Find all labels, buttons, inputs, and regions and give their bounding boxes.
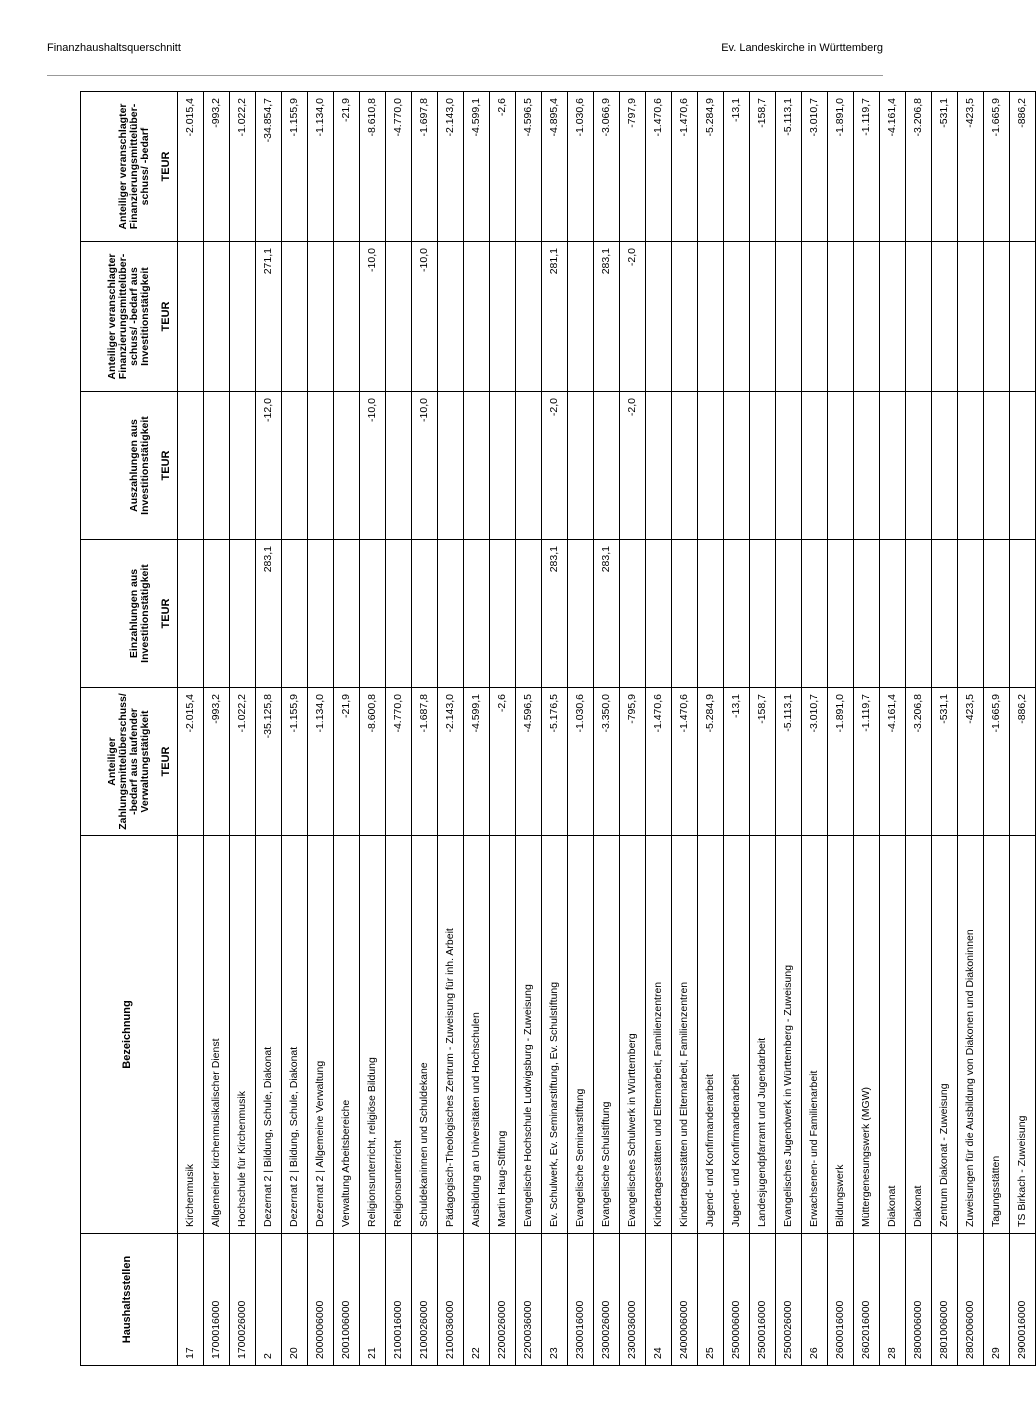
table-row	[932, 92, 958, 1366]
header-haushaltsstellen: Haushaltsstellen	[81, 1234, 178, 1366]
cell-zahlungsmittel: -5.176,5	[542, 688, 568, 836]
cell-haushaltsstelle: 2200036000	[516, 1234, 542, 1366]
cell-fin-gesamt: -993,2	[204, 92, 230, 242]
cell-bezeichnung: Pädagogisch-Theologisches Zentrum - Zuweisung für inh. Arbeit	[438, 836, 464, 1234]
cell-bezeichnung: Landesjugendpfarramt und Jugendarbeit	[750, 836, 776, 1234]
cell-zahlungsmittel: -3.010,7	[802, 688, 828, 836]
cell-bezeichnung: Dezernat 2 | Allgemeine Verwaltung	[308, 836, 334, 1234]
cell-einzahlungen	[438, 540, 464, 688]
cell-zahlungsmittel: -2.015,4	[178, 688, 204, 836]
table-row	[334, 92, 360, 1366]
cell-haushaltsstelle: 2	[256, 1234, 282, 1366]
cell-einzahlungen	[282, 540, 308, 688]
cell-auszahlungen	[594, 392, 620, 540]
cell-einzahlungen	[178, 540, 204, 688]
table-row	[516, 92, 542, 1366]
cell-auszahlungen	[230, 392, 256, 540]
cell-zahlungsmittel: -795,9	[620, 688, 646, 836]
cell-auszahlungen	[698, 392, 724, 540]
cell-fin-gesamt: -5.113,1	[776, 92, 802, 242]
cell-fin-invest	[204, 242, 230, 392]
rotated-table-wrapper	[80, 92, 1029, 1366]
table-row	[412, 92, 438, 1366]
cell-einzahlungen	[958, 540, 984, 688]
cell-fin-gesamt: -886,2	[1010, 92, 1036, 242]
cell-einzahlungen	[750, 540, 776, 688]
table-row	[880, 92, 906, 1366]
cell-zahlungsmittel: -2.143,0	[438, 688, 464, 836]
table-row	[984, 92, 1010, 1366]
cell-fin-invest	[854, 242, 880, 392]
cell-fin-gesamt: -2,6	[490, 92, 516, 242]
cell-bezeichnung: Diakonat	[880, 836, 906, 1234]
cell-einzahlungen	[698, 540, 724, 688]
cell-fin-invest: -2,0	[620, 242, 646, 392]
cell-zahlungsmittel: -1.134,0	[308, 688, 334, 836]
cell-fin-invest	[334, 242, 360, 392]
cell-fin-gesamt: -3.206,8	[906, 92, 932, 242]
cell-fin-gesamt: -158,7	[750, 92, 776, 242]
cell-haushaltsstelle: 29	[984, 1234, 1010, 1366]
cell-zahlungsmittel: -4.596,5	[516, 688, 542, 836]
cell-einzahlungen: 283,1	[594, 540, 620, 688]
cell-auszahlungen	[724, 392, 750, 540]
table-row	[464, 92, 490, 1366]
cell-bezeichnung: Evangelische Hochschule Ludwigsburg - Zuweisung	[516, 836, 542, 1234]
cell-einzahlungen	[516, 540, 542, 688]
cell-fin-gesamt: -1.665,9	[984, 92, 1010, 242]
cell-einzahlungen: 283,1	[256, 540, 282, 688]
header-fin-gesamt: Anteiliger veranschlagter Finanzierungsmittelüber-schuss/ -bedarf TEUR	[81, 92, 178, 242]
cell-bezeichnung: Bildungswerk	[828, 836, 854, 1234]
cell-haushaltsstelle: 2802006000	[958, 1234, 984, 1366]
cell-zahlungsmittel: -1.155,9	[282, 688, 308, 836]
header-divider	[47, 75, 883, 76]
cell-auszahlungen	[1010, 392, 1036, 540]
cell-zahlungsmittel: -4.161,4	[880, 688, 906, 836]
cell-auszahlungen	[204, 392, 230, 540]
cell-fin-invest	[230, 242, 256, 392]
cell-fin-invest: 283,1	[594, 242, 620, 392]
cell-auszahlungen	[776, 392, 802, 540]
cell-zahlungsmittel: -3.350,0	[594, 688, 620, 836]
cell-bezeichnung: Evangelische Schulstiftung	[594, 836, 620, 1234]
cell-fin-gesamt: -8.610,8	[360, 92, 386, 242]
cell-einzahlungen	[776, 540, 802, 688]
cell-fin-gesamt: -1.134,0	[308, 92, 334, 242]
cell-einzahlungen	[906, 540, 932, 688]
cell-auszahlungen	[958, 392, 984, 540]
cell-bezeichnung: Kindertagesstätten und Elternarbeit, Familienzentren	[646, 836, 672, 1234]
cell-auszahlungen	[750, 392, 776, 540]
cell-zahlungsmittel: -1.022,2	[230, 688, 256, 836]
cell-haushaltsstelle: 23	[542, 1234, 568, 1366]
cell-fin-gesamt: -1.155,9	[282, 92, 308, 242]
cell-zahlungsmittel: -21,9	[334, 688, 360, 836]
table-row	[1010, 92, 1036, 1366]
cell-bezeichnung: Dezernat 2 | Bildung, Schule, Diakonat	[256, 836, 282, 1234]
cell-haushaltsstelle: 2100026000	[412, 1234, 438, 1366]
cell-auszahlungen	[334, 392, 360, 540]
cell-haushaltsstelle: 2100016000	[386, 1234, 412, 1366]
cell-einzahlungen: 283,1	[542, 540, 568, 688]
cell-zahlungsmittel: -3.206,8	[906, 688, 932, 836]
cell-bezeichnung: Jugend- und Konfirmandenarbeit	[698, 836, 724, 1234]
cell-auszahlungen	[178, 392, 204, 540]
unit-label: TEUR	[160, 301, 173, 332]
cell-einzahlungen	[464, 540, 490, 688]
cell-einzahlungen	[204, 540, 230, 688]
cell-zahlungsmittel: -1.119,7	[854, 688, 880, 836]
table-row	[490, 92, 516, 1366]
cell-fin-invest	[386, 242, 412, 392]
cell-auszahlungen: -10,0	[360, 392, 386, 540]
cell-haushaltsstelle: 28	[880, 1234, 906, 1366]
cell-fin-invest	[750, 242, 776, 392]
table-row	[282, 92, 308, 1366]
table-row	[360, 92, 386, 1366]
cell-auszahlungen	[464, 392, 490, 540]
cell-einzahlungen	[880, 540, 906, 688]
unit-label: TEUR	[160, 746, 173, 777]
table-row	[594, 92, 620, 1366]
document-header-right: Ev. Landeskirche in Württemberg	[721, 42, 883, 54]
cell-bezeichnung: Hochschule für Kirchenmusik	[230, 836, 256, 1234]
header-einzahlungen: Einzahlungen aus Investitionstätigkeit TEUR	[81, 540, 178, 688]
cell-bezeichnung: Müttergenesungswerk (MGW)	[854, 836, 880, 1234]
table-row	[542, 92, 568, 1366]
cell-auszahlungen	[828, 392, 854, 540]
cell-bezeichnung: Religionsunterricht, religiöse Bildung	[360, 836, 386, 1234]
cell-auszahlungen	[516, 392, 542, 540]
cell-einzahlungen	[412, 540, 438, 688]
cell-einzahlungen	[724, 540, 750, 688]
header-zahlungsmittel: Anteiliger Zahlungsmittelüberschuss/ -bedarf aus laufender Verwaltungstätigkeit TEUR	[81, 688, 178, 836]
cell-bezeichnung: Verwaltung Arbeitsbereiche	[334, 836, 360, 1234]
table-row	[698, 92, 724, 1366]
cell-fin-invest	[958, 242, 984, 392]
cell-bezeichnung: Tagungsstätten	[984, 836, 1010, 1234]
cell-fin-gesamt: -1.022,2	[230, 92, 256, 242]
cell-fin-invest	[568, 242, 594, 392]
cell-auszahlungen	[568, 392, 594, 540]
table-row	[646, 92, 672, 1366]
cell-zahlungsmittel: -5.284,9	[698, 688, 724, 836]
cell-fin-invest	[282, 242, 308, 392]
cell-fin-gesamt: -21,9	[334, 92, 360, 242]
cell-einzahlungen	[802, 540, 828, 688]
cell-auszahlungen	[282, 392, 308, 540]
table-row	[386, 92, 412, 1366]
cell-fin-gesamt: -2.015,4	[178, 92, 204, 242]
cell-bezeichnung: Evangelisches Jugendwerk in Württemberg - Zuweisung	[776, 836, 802, 1234]
unit-label: TEUR	[160, 598, 173, 629]
cell-bezeichnung: Allgemeiner kirchenmusikalischer Dienst	[204, 836, 230, 1234]
cell-haushaltsstelle: 2801006000	[932, 1234, 958, 1366]
cell-fin-gesamt: -4.161,4	[880, 92, 906, 242]
document-header-left: Finanzhaushaltsquerschnitt	[47, 42, 181, 54]
cell-fin-invest: 281,1	[542, 242, 568, 392]
cell-haushaltsstelle: 26	[802, 1234, 828, 1366]
cell-zahlungsmittel: -531,1	[932, 688, 958, 836]
table-row	[438, 92, 464, 1366]
cell-bezeichnung: Diakonat	[906, 836, 932, 1234]
cell-einzahlungen	[1010, 540, 1036, 688]
cell-zahlungsmittel: -423,5	[958, 688, 984, 836]
cell-haushaltsstelle: 1700016000	[204, 1234, 230, 1366]
cell-auszahlungen	[672, 392, 698, 540]
cell-bezeichnung: Ausbildung an Universitäten und Hochschulen	[464, 836, 490, 1234]
cell-fin-gesamt: -4.599,1	[464, 92, 490, 242]
table-row	[672, 92, 698, 1366]
cell-haushaltsstelle: 2600016000	[828, 1234, 854, 1366]
cell-fin-gesamt: -3.066,9	[594, 92, 620, 242]
cell-fin-gesamt: -4.770,0	[386, 92, 412, 242]
table-row	[724, 92, 750, 1366]
cell-fin-gesamt: -1.030,6	[568, 92, 594, 242]
cell-haushaltsstelle: 2200026000	[490, 1234, 516, 1366]
cell-auszahlungen	[932, 392, 958, 540]
cell-fin-gesamt: -3.010,7	[802, 92, 828, 242]
cell-auszahlungen: -2,0	[542, 392, 568, 540]
cell-haushaltsstelle: 2300036000	[620, 1234, 646, 1366]
cell-haushaltsstelle: 2500026000	[776, 1234, 802, 1366]
cell-zahlungsmittel: -1.891,0	[828, 688, 854, 836]
cell-fin-invest	[906, 242, 932, 392]
cell-fin-invest	[464, 242, 490, 392]
cell-fin-invest	[178, 242, 204, 392]
cell-fin-gesamt: -4.895,4	[542, 92, 568, 242]
cell-fin-invest	[984, 242, 1010, 392]
cell-bezeichnung: Schuldekaninnen und Schuldekane	[412, 836, 438, 1234]
cell-einzahlungen	[672, 540, 698, 688]
table-row	[204, 92, 230, 1366]
cell-fin-invest	[672, 242, 698, 392]
cell-haushaltsstelle: 17	[178, 1234, 204, 1366]
cell-fin-gesamt: -13,1	[724, 92, 750, 242]
cell-fin-invest	[646, 242, 672, 392]
cell-auszahlungen	[386, 392, 412, 540]
unit-label: TEUR	[160, 450, 173, 481]
cell-fin-invest	[698, 242, 724, 392]
table-row	[958, 92, 984, 1366]
cell-zahlungsmittel: -1.470,6	[672, 688, 698, 836]
cell-haushaltsstelle: 2500016000	[750, 1234, 776, 1366]
cell-bezeichnung: TS Birkach - Zuweisung	[1010, 836, 1036, 1234]
finance-table	[80, 91, 1036, 1366]
header-fin-invest: Anteiliger veranschlagter Finanzierungsmittelüber-schuss/ -bedarf aus Investitionstätigkeit TEUR	[81, 242, 178, 392]
cell-fin-gesamt: -2.143,0	[438, 92, 464, 242]
cell-einzahlungen	[984, 540, 1010, 688]
cell-einzahlungen	[620, 540, 646, 688]
cell-zahlungsmittel: -993,2	[204, 688, 230, 836]
cell-haushaltsstelle: 2900016000	[1010, 1234, 1036, 1366]
cell-einzahlungen	[308, 540, 334, 688]
cell-auszahlungen	[854, 392, 880, 540]
cell-einzahlungen	[854, 540, 880, 688]
cell-zahlungsmittel: -886,2	[1010, 688, 1036, 836]
cell-zahlungsmittel: -8.600,8	[360, 688, 386, 836]
cell-auszahlungen	[490, 392, 516, 540]
cell-auszahlungen: -12,0	[256, 392, 282, 540]
cell-bezeichnung: Evangelische Seminarstiftung	[568, 836, 594, 1234]
cell-einzahlungen	[386, 540, 412, 688]
cell-zahlungsmittel: -1.470,6	[646, 688, 672, 836]
cell-haushaltsstelle: 22	[464, 1234, 490, 1366]
cell-einzahlungen	[490, 540, 516, 688]
cell-bezeichnung: Zuweisungen für die Ausbildung von Diakonen und Diakoninnen	[958, 836, 984, 1234]
cell-fin-invest	[490, 242, 516, 392]
table-body	[178, 92, 1036, 1366]
header-bezeichnung: Bezeichnung	[81, 836, 178, 1234]
cell-haushaltsstelle: 2800006000	[906, 1234, 932, 1366]
cell-fin-gesamt: -1.697,8	[412, 92, 438, 242]
table-header-row	[81, 92, 178, 1366]
cell-fin-invest	[802, 242, 828, 392]
cell-fin-invest: -10,0	[412, 242, 438, 392]
cell-fin-gesamt: -797,9	[620, 92, 646, 242]
cell-einzahlungen	[360, 540, 386, 688]
cell-fin-gesamt: -5.284,9	[698, 92, 724, 242]
cell-fin-invest	[438, 242, 464, 392]
cell-einzahlungen	[334, 540, 360, 688]
cell-haushaltsstelle: 24	[646, 1234, 672, 1366]
cell-haushaltsstelle: 2300026000	[594, 1234, 620, 1366]
cell-haushaltsstelle: 20	[282, 1234, 308, 1366]
cell-haushaltsstelle: 21	[360, 1234, 386, 1366]
cell-fin-gesamt: -531,1	[932, 92, 958, 242]
cell-bezeichnung: Erwachsenen- und Familienarbeit	[802, 836, 828, 1234]
cell-haushaltsstelle: 25	[698, 1234, 724, 1366]
table-row	[750, 92, 776, 1366]
table-row	[854, 92, 880, 1366]
cell-haushaltsstelle: 1700026000	[230, 1234, 256, 1366]
cell-auszahlungen: -2,0	[620, 392, 646, 540]
cell-zahlungsmittel: -2,6	[490, 688, 516, 836]
cell-fin-invest	[516, 242, 542, 392]
cell-fin-invest	[1010, 242, 1036, 392]
cell-auszahlungen	[984, 392, 1010, 540]
cell-fin-invest: -10,0	[360, 242, 386, 392]
cell-haushaltsstelle: 2000006000	[308, 1234, 334, 1366]
cell-fin-gesamt: -423,5	[958, 92, 984, 242]
cell-fin-gesamt: -1.119,7	[854, 92, 880, 242]
cell-fin-gesamt: -4.596,5	[516, 92, 542, 242]
cell-auszahlungen	[802, 392, 828, 540]
table-row	[256, 92, 282, 1366]
cell-zahlungsmittel: -35.125,8	[256, 688, 282, 836]
cell-haushaltsstelle: 2300016000	[568, 1234, 594, 1366]
cell-bezeichnung: Kirchenmusik	[178, 836, 204, 1234]
table-row	[308, 92, 334, 1366]
cell-fin-invest	[828, 242, 854, 392]
table-row	[906, 92, 932, 1366]
cell-auszahlungen: -10,0	[412, 392, 438, 540]
cell-einzahlungen	[828, 540, 854, 688]
cell-fin-invest	[308, 242, 334, 392]
cell-auszahlungen	[646, 392, 672, 540]
cell-zahlungsmittel: -13,1	[724, 688, 750, 836]
cell-zahlungsmittel: -1.665,9	[984, 688, 1010, 836]
table-row	[178, 92, 204, 1366]
cell-zahlungsmittel: -4.599,1	[464, 688, 490, 836]
table-row	[802, 92, 828, 1366]
cell-bezeichnung: Religionsunterricht	[386, 836, 412, 1234]
cell-fin-gesamt: -1.891,0	[828, 92, 854, 242]
table-row	[230, 92, 256, 1366]
cell-einzahlungen	[932, 540, 958, 688]
cell-einzahlungen	[646, 540, 672, 688]
cell-haushaltsstelle: 2400006000	[672, 1234, 698, 1366]
cell-fin-gesamt: -1.470,6	[646, 92, 672, 242]
cell-haushaltsstelle: 2001006000	[334, 1234, 360, 1366]
cell-zahlungsmittel: -4.770,0	[386, 688, 412, 836]
header-auszahlungen: Auszahlungen aus Investitionstätigkeit TEUR	[81, 392, 178, 540]
cell-auszahlungen	[438, 392, 464, 540]
unit-label: TEUR	[160, 151, 173, 182]
cell-fin-invest	[880, 242, 906, 392]
cell-haushaltsstelle: 2500006000	[724, 1234, 750, 1366]
cell-zahlungsmittel: -1.687,8	[412, 688, 438, 836]
cell-fin-invest	[776, 242, 802, 392]
table-row	[776, 92, 802, 1366]
cell-auszahlungen	[880, 392, 906, 540]
cell-zahlungsmittel: -1.030,6	[568, 688, 594, 836]
cell-auszahlungen	[308, 392, 334, 540]
cell-bezeichnung: Martin Haug-Stiftung	[490, 836, 516, 1234]
cell-bezeichnung: Kindertagesstätten und Elternarbeit, Familienzentren	[672, 836, 698, 1234]
cell-bezeichnung: Dezernat 2 | Bildung, Schule, Diakonat	[282, 836, 308, 1234]
cell-bezeichnung: Zentrum Diakonat - Zuweisung	[932, 836, 958, 1234]
table-row	[620, 92, 646, 1366]
cell-bezeichnung: Evangelisches Schulwerk in Württemberg	[620, 836, 646, 1234]
cell-fin-invest	[932, 242, 958, 392]
cell-zahlungsmittel: -5.113,1	[776, 688, 802, 836]
cell-bezeichnung: Ev. Schulwerk, Ev. Seminarstiftung, Ev. Schulstiftung	[542, 836, 568, 1234]
cell-fin-invest: 271,1	[256, 242, 282, 392]
cell-zahlungsmittel: -158,7	[750, 688, 776, 836]
cell-bezeichnung: Jugend- und Konfirmandenarbeit	[724, 836, 750, 1234]
cell-fin-gesamt: -34.854,7	[256, 92, 282, 242]
cell-haushaltsstelle: 2100036000	[438, 1234, 464, 1366]
cell-einzahlungen	[230, 540, 256, 688]
table-row	[828, 92, 854, 1366]
cell-haushaltsstelle: 2602016000	[854, 1234, 880, 1366]
cell-auszahlungen	[906, 392, 932, 540]
cell-einzahlungen	[568, 540, 594, 688]
table-row	[568, 92, 594, 1366]
cell-fin-gesamt: -1.470,6	[672, 92, 698, 242]
cell-fin-invest	[724, 242, 750, 392]
